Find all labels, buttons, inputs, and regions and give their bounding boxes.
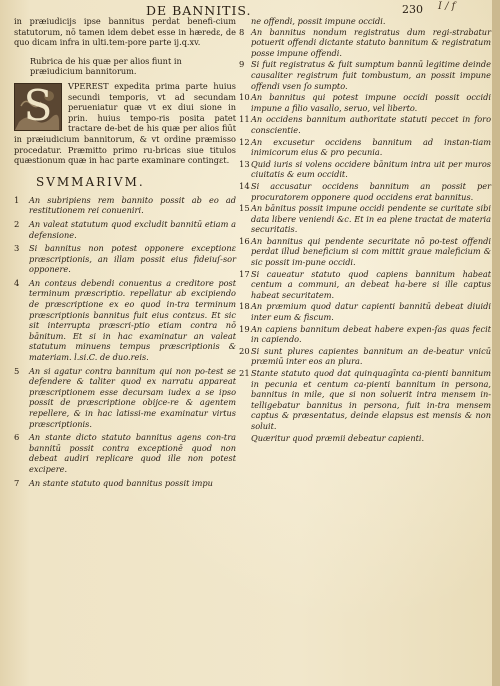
item-number: 5: [14, 365, 20, 376]
item-number: 20: [239, 345, 250, 356]
item-text: An valeat statutum quod excludit bannitū etiam a defensione.: [29, 218, 236, 240]
item-text: An stante dicto statuto bannitus agens con-tra bannitū possit contra exceptionē quod non debeat audiri replicare quod ille non potest excipere.: [29, 432, 236, 474]
item-text: Si bannitus non potest opponere exceptionε præscriptionis, an illam possit eius fideiuſ-sor opponere.: [29, 243, 236, 275]
item-number: 16: [239, 235, 250, 246]
summary-item: [14, 243, 236, 275]
summary-item: [14, 219, 236, 240]
item-number: 9: [239, 59, 245, 70]
item-number: 17: [239, 268, 250, 279]
continued-text: ne offendi, possit impune occidi.: [251, 16, 386, 26]
summary-item: [239, 346, 491, 367]
summary-item: [239, 137, 491, 158]
rubric-heading: Rubrica de his quæ per alios fiunt in præiudicium bannitorum.: [30, 55, 182, 77]
folio-number: 230: [402, 3, 423, 16]
item-number: 6: [14, 432, 20, 443]
page-gutter-shadow: [492, 0, 500, 686]
summary-item: [239, 159, 491, 180]
item-text: An bannitus qui pendente securitate nō po-test offendi perdat illud beneficium si com mittit graue maleficium & sic possit im-pune occidi.: [251, 235, 491, 268]
item-text: An capiens bannitum debeat habere expen-ſas quas fecit in capiendo.: [251, 323, 491, 345]
summary-item: [14, 478, 236, 489]
summary-item: [239, 301, 491, 322]
opening-paragraph: in præiudicijs ipse bannitus perdat benefi-cium statutorum, nō tamen idem debet esse in hæredε, de quo dicam infra in ulti.tem-pore parte ij.q.xv.: [14, 16, 236, 48]
item-number: 1: [14, 194, 20, 205]
summary-item: [239, 27, 491, 59]
summary-item: [239, 203, 491, 235]
summary-item: [14, 195, 236, 216]
item-text: An bannitus qui potest impune occidi possit occidi impune a filio vasallo, seruo, vel liberto.: [251, 92, 491, 113]
item-number: 10: [239, 92, 250, 103]
summary-item: [239, 324, 491, 345]
summary-item: [239, 92, 491, 113]
item-text: An contεus debendi conuentus a creditore post terminum præscriptio. repellatur ab excipiendo de præscriptione ex eo quod in-tra terminum præscriptionis bannitus fuit eius contεus. Et sic sit interrupta præscri-ptio etiam contra nō bānitum. Et si in hac examinatur an valeat statutum minuens tempus præscriptionis & materiam. l.si.C. de duo.reis.: [29, 277, 236, 363]
initial-letter: S: [23, 82, 53, 130]
item-text: Quid iuris si volens occidere bānitum intra uit per muros ciuitatis & eum occidit.: [251, 158, 491, 180]
item-text: An subripiens rem bannito possit ab eo ad restitutionem rei conueniri.: [29, 194, 236, 216]
summarium-heading: SVMMARIVM.: [36, 174, 145, 189]
summary-item: [239, 269, 491, 301]
item-number: 12: [239, 136, 250, 147]
item-text: Si caueatur statuto quod capiens bannitum habeat centum a communi, an debeat ha-bere si ille captus habeat securitatem.: [251, 268, 491, 300]
handwritten-note: I / f: [438, 1, 456, 12]
left-column: [14, 16, 236, 488]
item-text: An stante statuto quod bannitus possit impu: [29, 477, 213, 488]
intro-paragraph: VPEREST expedita prima parte huius secundi temporis, vt ad secundam perueniatur quæ vt ex diui sione in prin. huius tempo-ris posita patet tractare de-bet de his quæ per alios fiūt in præiudicium bannitorum, & vt ordine præmisso procedatur. Præmitto primo ru-bricas siue titulos quæstionum quæ in hac parte examinare contingεt.: [14, 80, 236, 166]
item-number: 7: [14, 477, 20, 488]
item-text: An præmium quod datur capienti bannitū debeat diuidi inter eum & fiscum.: [251, 301, 491, 323]
item-text: An bannitus nondum registratus dum regi-strabatur potuerit offendi dictante statuto bannitum & registratum posse impune offendi.: [251, 26, 491, 58]
item-number: 3: [14, 243, 20, 254]
summary-item: [239, 236, 491, 268]
item-text: An occidens bannitum authoritate statuti peccet in foro conscientie.: [251, 114, 491, 135]
summary-item: [239, 59, 491, 91]
item-number: 15: [239, 203, 250, 214]
item-number: 4: [14, 277, 20, 288]
item-text: Si accusatur occidens bannitum an possit per procuratorem opponere quod occidens erat bannitus.: [251, 180, 491, 202]
item-text: An si agatur contra bannitum qui non po-test se defendere & taliter quod ex narratu appareat præscriptionem esse decursam iudex a se ipso possit de præscriptione obijce-re & agentem repellere, & in hac latissi-me examinatur virtus præscriptionis.: [29, 365, 236, 429]
item-number: 13: [239, 158, 250, 169]
summary-item: [239, 114, 491, 135]
summary-item: [239, 181, 491, 202]
summary-item: [239, 368, 491, 432]
item-text: An bānitus possit impune occidi pendente se curitate sibi data libere veniendi &c. Et in ea plene tractat de materia securitatis.: [251, 203, 491, 235]
intro-section: [14, 81, 236, 166]
right-column: [239, 16, 491, 443]
item-text: Stante statuto quod dat quinquagīnta ca-pienti bannitum in pecunia et centum ca-pienti bannitum in persona, bannitus in mile, que si non soluerit intra mensem in-telligebatur bannitus in persona, fuit in-tra mensem captus & præsentatus, deinde elapsus est mensis & non soluit.: [251, 368, 491, 431]
item-number: 2: [14, 218, 20, 229]
item-number: 8: [239, 26, 245, 37]
item-number: 19: [239, 323, 250, 334]
summary-item: [14, 432, 236, 474]
summary-item: [14, 366, 236, 430]
item-number: 18: [239, 301, 250, 312]
item-text: Si fuit registratus & fuit sumptum bannū legitime deinde causaliter registrum fuit tombustum, an possit impune offendi vsen ſo sumpto.: [251, 59, 491, 91]
running-head-title: DE BANNITIS.: [146, 3, 252, 18]
summary-item: [14, 278, 236, 363]
item-number: 11: [239, 114, 250, 125]
item-number: 21: [239, 368, 250, 378]
decorated-initial: [14, 83, 62, 131]
closing-line: Quæritur quod præmii debeatur capienti.: [251, 432, 425, 443]
item-text: An excusetur occidens bannitum ad instan-tiam inimicorum eius & pro pecunia.: [251, 136, 491, 158]
summary-list-left: [14, 195, 236, 488]
item-number: 14: [239, 180, 250, 191]
item-text: Si sunt plures capientes bannitum an de-beatur vnicū præmiū inter eos an plura.: [251, 345, 491, 367]
summary-list-right: [239, 27, 491, 432]
